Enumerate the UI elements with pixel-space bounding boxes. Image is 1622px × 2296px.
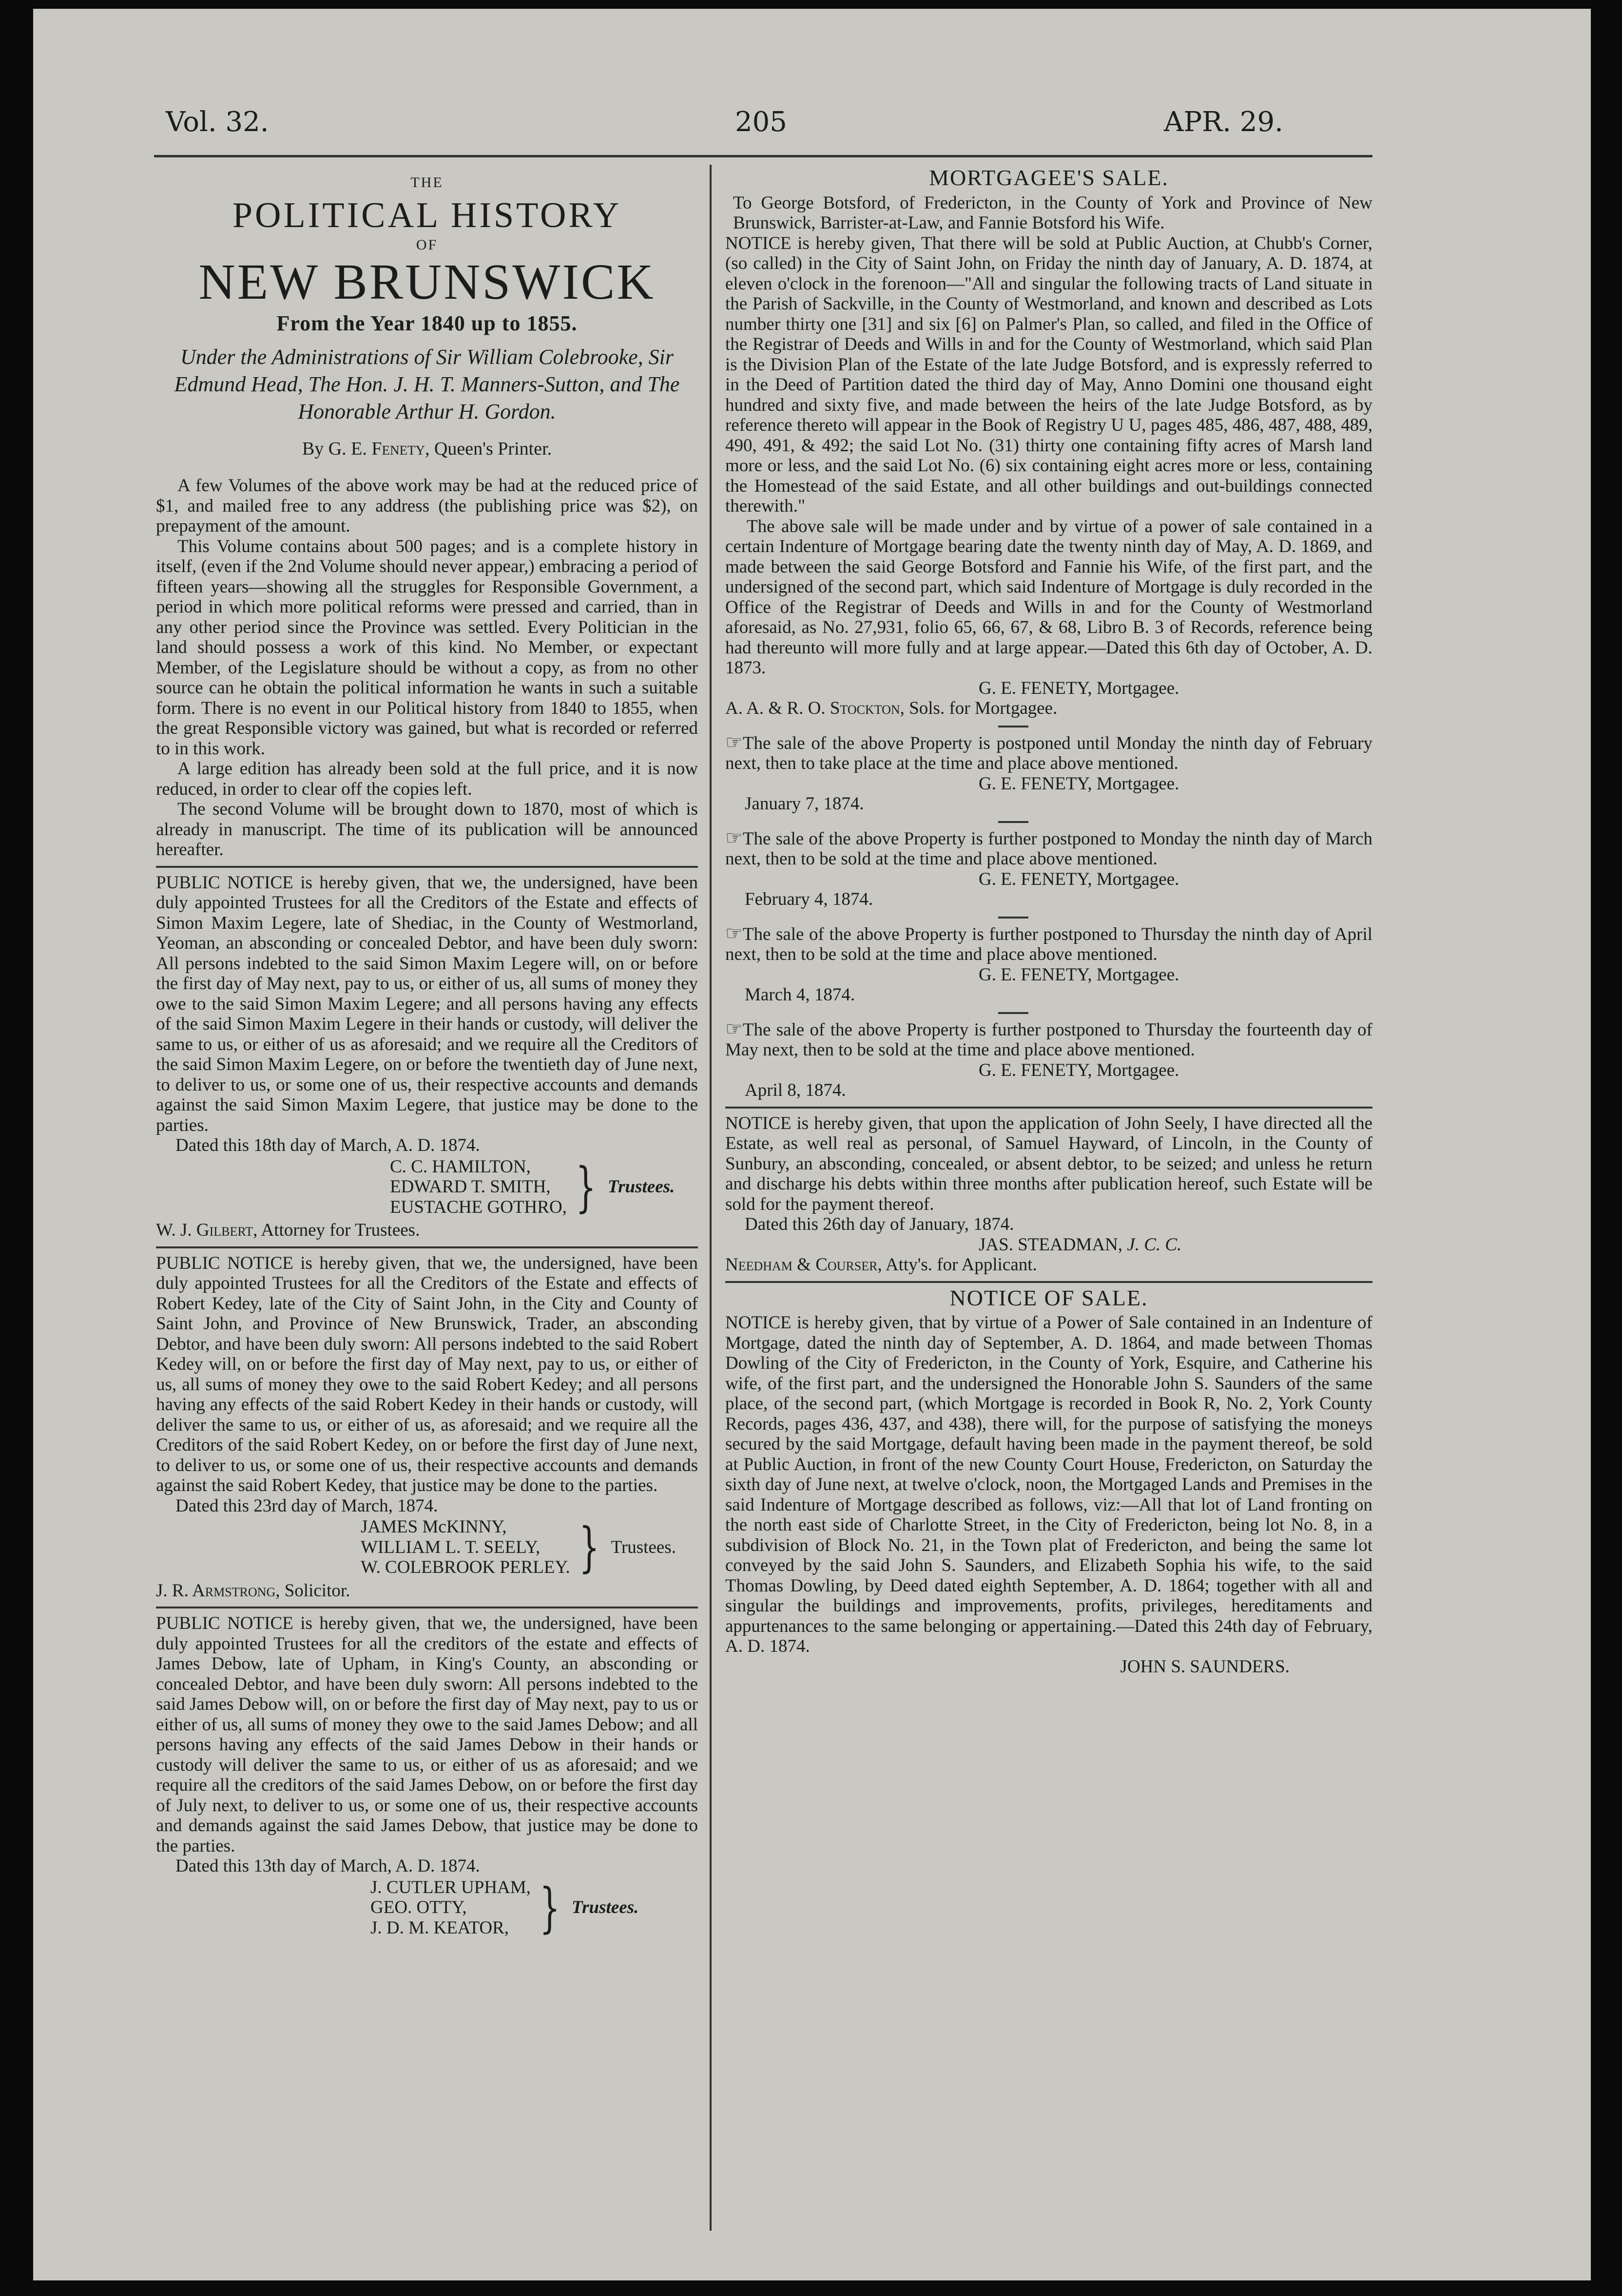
left-column (156, 166, 698, 1941)
book-ad-of: OF (416, 236, 438, 253)
brace-glyph: } (579, 1516, 599, 1579)
book-ad-period: From the Year 1840 up to 1855. (276, 311, 578, 335)
mortgage-sale-address: To George Botsford, of Fredericton, in the County of York and Province of New Brunswick, Barrister-at-Law, and Fannie Botsford his Wife. (733, 192, 1372, 233)
notice-kedey-solicitor: J. R. Armstrong, Solicitor. (156, 1580, 350, 1601)
mortgage-sale-notice: NOTICE is hereby given, That there will be sold at Public Auction, at Chubb's Corner, (so called) in the City of Saint John, on Friday the ninth day of January, A. D. 1874, at eleven o'clock in the forenoon—"All and singular the following tracts of Land situate in the Parish of Sackville, in the County of Westmorland, and known and described as Lots number thirty one [31] and six [6] on Palmer's Plan, so called, and filed in the Office of the Registrar of Deeds and Wills in and for the County of Westmorland, which said Plan is the Division Plan of the Estate of the late Judge Botsford, and is expressly referred to in the Deed of Partition dated the third day of May, Anno Domini one thousand eight hundred and sixty five, and made between the heirs of the late Judge Botsford, as by reference thereto will appear in the Book of Registry U U, pages 485, 486, 487, 488, 489, 490, 491, & 492; the said Lot No. (31) thirty one containing fifty acres of Marsh land more or less, and the said Lot No. (6) six containing eight acres more or less, containing the Homestead of the said Estate, and all other buildings and out-buildings connected therewith." (725, 233, 1372, 516)
notice-seely-body: NOTICE is hereby given, that upon the application of John Seely, I have directed all the Estate, as well real as personal, of Samuel Hayward, of Lincoln, in the County of Sunbury, an absconding, concealed, or absent debtor, to be seized; and unless he return and discharge his debts within three months after publication hereof, such Estate will be sold for the payment thereof. (725, 1113, 1372, 1214)
postponement-3-signature: G. E. FENETY, Mortgagee. (979, 964, 1179, 985)
trustees-label: Trustees. (611, 1537, 676, 1557)
trustee-name: GEO. OTTY, (370, 1897, 467, 1917)
right-column (725, 166, 1372, 1677)
postponement-2-date: February 4, 1874. (745, 889, 873, 909)
pointing-hand-icon: ☞ (725, 731, 743, 753)
short-rule (998, 917, 1028, 918)
pointing-hand-icon: ☞ (725, 922, 743, 944)
separator (156, 866, 698, 868)
postponement-2-signature: G. E. FENETY, Mortgagee. (979, 869, 1179, 889)
notice-of-sale-title: NOTICE OF SALE. (949, 1285, 1148, 1310)
postponement-3-date: March 4, 1874. (745, 985, 855, 1005)
book-ad-the: THE (410, 174, 444, 191)
notice-legere-dated: Dated this 18th day of March, A. D. 1874. (175, 1135, 480, 1155)
separator (156, 1246, 698, 1248)
notice-of-sale-signature: JOHN S. SAUNDERS. (1120, 1656, 1290, 1677)
book-ad-paragraph-3: A large edition has already been sold at the full price, and it is now reduced, in order to clear off the copies left. (156, 759, 698, 799)
notice-kedey-dated: Dated this 23rd day of March, 1874. (175, 1495, 438, 1516)
notice-seely-attorneys: Needham & Courser, Atty's. for Applicant. (725, 1255, 1037, 1275)
issue-date: APR. 29. (1164, 106, 1283, 138)
trustee-name: J. D. M. KEATOR, (370, 1917, 509, 1938)
separator (156, 1607, 698, 1608)
short-rule (998, 821, 1028, 823)
trustee-name: EUSTACHE GOTHRO, (390, 1197, 567, 1217)
notice-debow-trustees (370, 1877, 698, 1938)
notice-debow-dated: Dated this 13th day of March, A. D. 1874. (175, 1856, 480, 1876)
header-rule (154, 155, 1372, 157)
brace-glyph: } (575, 1155, 596, 1218)
notice-of-sale-body: NOTICE is hereby given, that by virtue of a Power of Sale contained in an Indenture of Mortgage, dated the ninth day of September, A. D. 1864, and made between Thomas Dowling of the City of Fredericton, in the County of York, Esquire, and Catherine his wife, of the first part, and the undersigned the Honorable John S. Saunders of the same place, of the second part, (which Mortgage is recorded in Book R, No. 2, York County Records, pages 436, 437, and 438), there will, for the purpose of satisfying the moneys secured by the said Mortgage, default having been made in the payment thereof, be sold at Public Auction, in front of the new County Court House, Fredericton, on Saturday the sixth day of June next, at twelve o'clock, noon, the Mortgaged Lands and Premises in the said Indenture of Mortgage described as follows, viz:—All that lot of Land fronting on the north east side of Charlotte Street, in the City of Fredericton, being lot No. 8, in a subdivision of Block No. 21, in the Town plat of Fredericton, and being the same lot conveyed by the said John S. Saunders, and Elizabeth Sophia his wife, to the said Thomas Dowling, by Deed dated eighth September, A. D. 1864; together with all and singular the buildings and improvements, profits, privileges, hereditaments and appurtenances to the same belonging or appertaining.—Dated this 24th day of February, A. D. 1874. (725, 1313, 1372, 1656)
notice-seely-dated: Dated this 26th day of January, 1874. (745, 1214, 1014, 1234)
book-ad-title-line1: POLITICAL HISTORY (232, 195, 622, 235)
book-ad-author: By G. E. Fenety, Queen's Printer. (302, 438, 552, 459)
postponement-1-date: January 7, 1874. (745, 794, 864, 814)
trustee-name: JAMES McKINNY, (361, 1517, 507, 1537)
postponement-4-date: April 8, 1874. (745, 1080, 846, 1100)
notice-debow-body: PUBLIC NOTICE is hereby given, that we, the undersigned, have been duly appointed Trustees for all the creditors of the estate and effects of James Debow, late of Upham, in King's County, an absconding or concealed Debtor, and have been duly sworn: All persons indebted to the said James Debow will, on or before the first day of May next, pay to us or either of us, all sums of money they owe to the said James Debow; and all persons having any effects of the said James Debow in their hands or custody will deliver the same to us, or either of us as aforesaid; and we require all the creditors of the said James Debow, on or before the first day of July next, to deliver to us, or some one of us, their respective accounts and demands against the said James Debow, that justice may be done to the parties. (156, 1613, 698, 1856)
trustee-name: C. C. HAMILTON, (390, 1156, 531, 1177)
mortgagee-signature: G. E. FENETY, Mortgagee. (979, 678, 1179, 698)
trustee-name: W. COLEBROOK PERLEY. (361, 1557, 570, 1577)
trustees-label: Trustees. (571, 1897, 639, 1917)
postponement-4: ☞The sale of the above Property is further postponed to Thursday the fourteenth day of May next, then to be sold at the time and place above mentioned. (725, 1017, 1372, 1060)
postponement-3: ☞The sale of the above Property is further postponed to Thursday the ninth day of April next, then to be sold at the time and place above mentioned. (725, 922, 1372, 964)
trustee-name: EDWARD T. SMITH, (390, 1177, 551, 1197)
pointing-hand-icon: ☞ (725, 826, 743, 849)
notice-legere-attorney: W. J. Gilbert, Attorney for Trustees. (156, 1220, 420, 1240)
postponement-4-signature: G. E. FENETY, Mortgagee. (979, 1060, 1179, 1080)
book-ad-paragraph-1: A few Volumes of the above work may be had at the reduced price of $1, and mailed free to any address (the publishing price was $2), on prepayment of the amount. (156, 476, 698, 536)
trustees-label: Trustees. (607, 1177, 675, 1197)
trustee-name: WILLIAM L. T. SEELY, (361, 1537, 541, 1557)
newspaper-page (33, 9, 1591, 2280)
short-rule (998, 1012, 1028, 1014)
postponement-1: ☞The sale of the above Property is postponed until Monday the ninth day of February next, then to take place at the time and place above mentioned. (725, 731, 1372, 773)
separator (725, 1107, 1372, 1109)
page-number: 205 (735, 106, 787, 138)
book-ad-paragraph-4: The second Volume will be brought down to 1870, most of which is already in manuscript. The time of its publication will be announced hereafter. (156, 799, 698, 860)
trustee-name: J. CUTLER UPHAM, (370, 1877, 531, 1897)
pointing-hand-icon: ☞ (725, 1017, 743, 1040)
notice-seely-signature: JAS. STEADMAN, J. C. C. (979, 1234, 1182, 1255)
postponement-1-signature: G. E. FENETY, Mortgagee. (979, 773, 1179, 794)
brace-glyph: } (539, 1876, 560, 1939)
column-divider (710, 165, 712, 2231)
volume-label: Vol. 32. (166, 106, 269, 138)
mortgage-sale-title: MORTGAGEE'S SALE. (929, 165, 1169, 190)
notice-legere-body: PUBLIC NOTICE is hereby given, that we, the undersigned, have been duly appointed Trustees for all the Creditors of the Estate and effects of Simon Maxim Legere, late of Shediac, in the County of Westmorland, Yeoman, an absconding or concealed Debtor, and have been duly sworn: All persons indebted to the said Simon Maxim Legere will, on or before the first day of May next, pay to us, or either of us, all sums of money they owe to the said Simon Maxim Legere; and all persons having any effects of the said Simon Maxim Legere in their hands or custody, will deliver the same to us, or either of us as aforesaid; and we require all the Creditors of the said Simon Maxim Legere, on or before the twentieth day of June next, to deliver to us, or some one of us, their respective accounts and demands against the said Simon Maxim Legere, that justice may be done to the parties. (156, 872, 698, 1135)
notice-kedey-trustees (361, 1517, 698, 1578)
notice-kedey-body: PUBLIC NOTICE is hereby given, that we, the undersigned, have been duly appointed Trustees for all the Creditors of the Estate and effects of Robert Kedey, late of the City of Saint John, in the City and County of Saint John, and Province of New Brunswick, Trader, an absconding Debtor, and have been duly sworn: All persons indebted to the said Robert Kedey will, on or before the first day of May next, pay to us, or either of us, all sums of money they owe to the said Robert Kedey; and all persons having any effects of the said Robert Kedey in their hands or custody, will deliver the same to us, or either of us, as aforesaid; and we require all the Creditors of the said Robert Kedey, on or before the first day of June next, to deliver to us, or some one of us, their respective accounts and demands against the said Robert Kedey, that justice may be done to the parties. (156, 1253, 698, 1495)
mortgage-sale-solicitors: A. A. & R. O. Stockton, Sols. for Mortgagee. (725, 698, 1058, 718)
short-rule (998, 726, 1028, 727)
mortgage-sale-power: The above sale will be made under and by virtue of a power of sale contained in a certain Indenture of Mortgage bearing date the twenty ninth day of May, A. D. 1869, and made between the said George Botsford and Fannie his Wife, of the first part, and the undersigned of the second part, which said Indenture of Mortgage is duly recorded in the Office of the Registrar of Deeds and Wills in and for the County of Westmorland aforesaid, as No. 27,931, folio 65, 66, 67, & 68, Libro B. 3 of Records, reference being had thereunto will more fully and at large appear.—Dated this 6th day of October, A. D. 1873. (725, 516, 1372, 678)
notice-legere-trustees (390, 1157, 698, 1218)
postponement-2: ☞The sale of the above Property is further postponed to Monday the ninth day of March next, then to be sold at the time and place above mentioned. (725, 826, 1372, 869)
book-ad-paragraph-2: This Volume contains about 500 pages; and is a complete history in itself, (even if the 2nd Volume should never appear,) embracing a period of fifteen years—showing all the struggles for Responsible Government, a period in which more political reforms were pressed and carried, than in any other period since the Province was settled. Every Politician in the land should possess a work of this kind. No Member, or expectant Member, of the Legislature should be without a copy, as from no other source can he obtain the political information he wants in such a suitable form. There is no event in our Political history from 1840 to 1855, when the great Responsible victory was gained, but what is recorded or referred to in this work. (156, 536, 698, 759)
book-ad-title-line2: NEW BRUNSWICK (198, 254, 656, 310)
book-ad-subtitle: Under the Administrations of Sir William Colebrooke, Sir Edmund Head, The Hon. J. H. T. Manners-Sutton, and The Honorable Arthur H. Gordon. (174, 344, 680, 423)
separator (725, 1281, 1372, 1283)
